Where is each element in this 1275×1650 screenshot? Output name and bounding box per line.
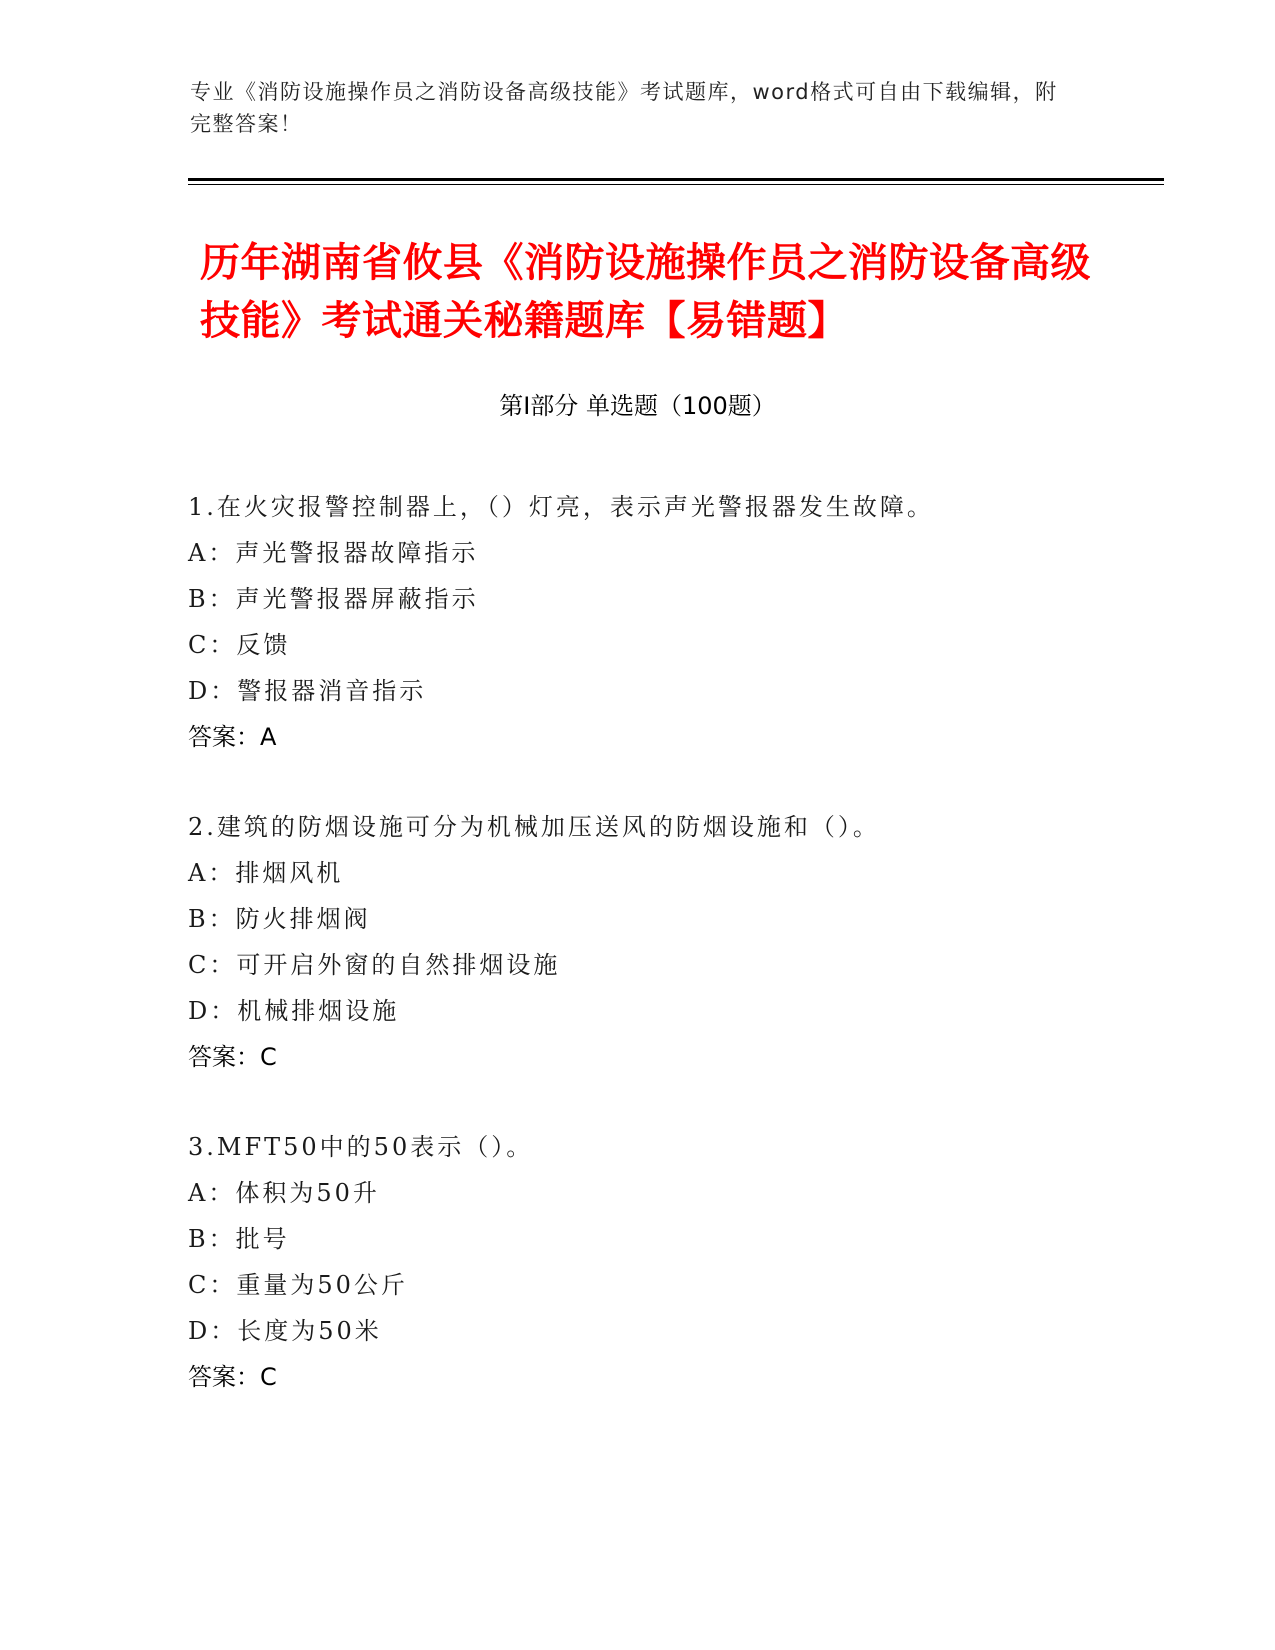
option-d: D：机械排烟设施 [188,997,400,1025]
option-d: D：警报器消音指示 [188,677,427,705]
answer: 答案：C [188,1363,277,1391]
question-stem: 3.MFT50中的50表示（）。 [188,1133,534,1161]
question-item [188,484,1148,760]
header-divider-thick [188,178,1164,181]
option-b: B：声光警报器屏蔽指示 [188,585,479,613]
section-heading: 第Ⅰ部分 单选题（100题） [499,392,776,420]
answer: 答案：A [188,723,277,751]
question-stem: 2.建筑的防烟设施可分为机械加压送风的防烟设施和（）。 [188,813,880,841]
option-c: C：可开启外窗的自然排烟设施 [188,951,561,979]
header-note: 专业《消防设施操作员之消防设备高级技能》考试题库，word格式可自由下载编辑，附完整答案！ [190,80,1058,136]
option-b: B：批号 [188,1225,290,1253]
question-item [188,1124,1148,1400]
question-list [188,484,1148,1444]
answer: 答案：C [188,1043,277,1071]
option-a: A：声光警报器故障指示 [188,539,479,567]
document-title: 历年湖南省攸县《消防设施操作员之消防设备高级技能》考试通关秘籍题库【易错题】 [200,240,1091,344]
question-stem: 1.在火灾报警控制器上，（）灯亮，表示声光警报器发生故障。 [188,493,934,521]
option-d: D：长度为50米 [188,1317,382,1345]
option-c: C：反馈 [188,631,291,659]
option-a: A：排烟风机 [188,859,344,887]
option-c: C：重量为50公斤 [188,1271,408,1299]
option-a: A：体积为50升 [188,1179,380,1207]
question-item [188,804,1148,1080]
header-divider-thin [188,184,1164,185]
option-b: B：防火排烟阀 [188,905,371,933]
